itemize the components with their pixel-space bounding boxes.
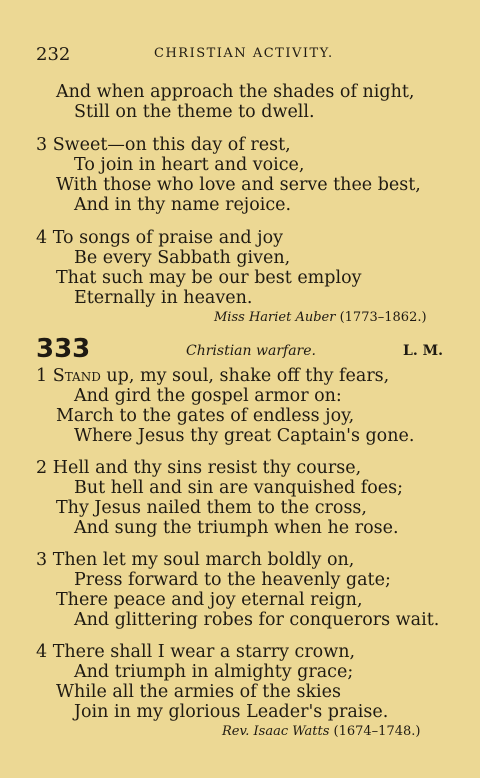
page-header bbox=[36, 44, 444, 66]
author-name: Miss Hariet Auber bbox=[214, 310, 336, 325]
author-attribution bbox=[214, 310, 427, 326]
verse-line: Eternally in heaven. bbox=[74, 288, 253, 308]
verse-line: 3 Then let my soul march boldly on, bbox=[36, 550, 355, 570]
author-dates: (1773–1862.) bbox=[339, 310, 427, 325]
verse-line: With those who love and serve thee best, bbox=[56, 175, 421, 195]
verse-line: That such may be our best employ bbox=[56, 268, 362, 288]
verse-line: But hell and sin are vanquished foes; bbox=[74, 478, 403, 498]
verse-line: 4 To songs of praise and joy bbox=[36, 228, 284, 248]
verse-line: Press forward to the heavenly gate; bbox=[74, 570, 391, 590]
verse-line: To join in heart and voice, bbox=[74, 155, 305, 175]
verse-line: Where Jesus thy great Captain's gone. bbox=[74, 426, 415, 446]
verse-line: Still on the theme to dwell. bbox=[74, 102, 315, 122]
first-line-rest: up, my soul, shake off thy fears, bbox=[106, 366, 390, 386]
verse-line: There peace and joy eternal reign, bbox=[56, 590, 363, 610]
verse-line: While all the armies of the skies bbox=[56, 682, 341, 702]
verse-line: 3 Sweet—on this day of rest, bbox=[36, 135, 291, 155]
verse-line: Join in my glorious Leader's praise. bbox=[74, 702, 389, 722]
hymn-number: 333 bbox=[36, 334, 91, 364]
verse-line: Be every Sabbath given, bbox=[74, 248, 291, 268]
verse-line: And gird the gospel armor on: bbox=[74, 386, 342, 406]
first-word: Stand bbox=[52, 366, 101, 386]
author-dates: (1674–1748.) bbox=[333, 724, 421, 739]
verse-line: 4 There shall I wear a starry crown, bbox=[36, 642, 356, 662]
verse-line: And triumph in almighty grace; bbox=[74, 662, 354, 682]
author-name: Rev. Isaac Watts bbox=[222, 724, 330, 739]
verse-line: Thy Jesus nailed them to the cross, bbox=[56, 498, 367, 518]
author-attribution bbox=[222, 724, 420, 740]
verse-line: And glittering robes for conquerors wait. bbox=[74, 610, 440, 630]
verse-line: And sung the triumph when he rose. bbox=[74, 518, 399, 538]
verse-line: And in thy name rejoice. bbox=[74, 195, 292, 215]
verse-line: 2 Hell and thy sins resist thy course, bbox=[36, 458, 362, 478]
hymn-theme: Christian warfare. bbox=[186, 343, 316, 359]
verse-line: 1 Stand up, my soul, shake off thy fears, bbox=[36, 366, 390, 386]
verse-line: And when approach the shades of night, bbox=[56, 82, 415, 102]
running-title: CHRISTIAN ACTIVITY. bbox=[154, 46, 334, 61]
hymn-meter: L. M. bbox=[403, 343, 443, 359]
page-number: 232 bbox=[36, 44, 71, 65]
verse-line: March to the gates of endless joy, bbox=[56, 406, 355, 426]
